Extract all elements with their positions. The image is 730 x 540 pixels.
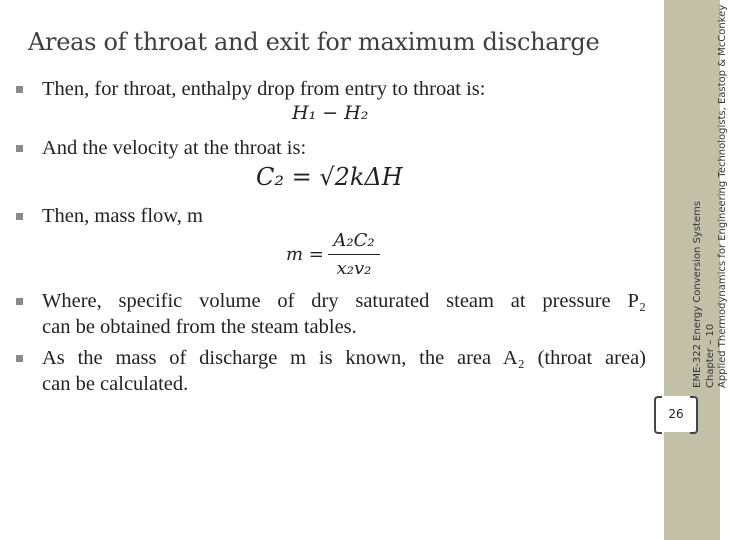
bracket-right-icon <box>690 396 698 434</box>
bullet-text: Then, for throat, enthalpy drop from entry to throat is: <box>42 78 486 100</box>
sidebar <box>664 0 728 540</box>
bullet-text: Then, mass flow, m <box>42 205 203 227</box>
page-number: 26 <box>668 407 684 421</box>
bullet-text-line: can be obtained from the steam tables. <box>42 316 357 338</box>
page-number-badge <box>656 396 696 432</box>
sidebar-chapter: Chapter – 10 <box>704 323 716 388</box>
bullet-marker <box>16 355 23 362</box>
bullet-text: And the velocity at the throat is: <box>42 137 307 159</box>
sidebar-caption <box>692 4 730 388</box>
equation-mass-flow-fraction <box>328 230 380 280</box>
bullet-text <box>42 288 646 340</box>
bullet-text-line: As the mass of discharge m is known, the area A₂ (throat area) <box>42 347 646 369</box>
equation-velocity: C₂ = √2kΔH <box>256 163 403 191</box>
fraction-denominator: x₂v₂ <box>336 258 372 279</box>
bullet-marker <box>16 213 23 220</box>
bullet-marker <box>16 86 23 93</box>
bullet-marker <box>16 298 23 305</box>
equation-enthalpy-drop: H₁ − H₂ <box>292 102 369 124</box>
slide-title: Areas of throat and exit for maximum discharge <box>28 28 600 56</box>
bracket-left-icon <box>654 396 662 434</box>
bullet-text <box>42 345 646 397</box>
bullet-text-line: can be calculated. <box>42 373 189 395</box>
fraction-bar <box>328 254 380 255</box>
fraction-numerator: A₂C₂ <box>333 230 375 251</box>
sidebar-reference: Applied Thermodynamics for Engineering Technologists, Eastop & McConkey <box>717 4 728 388</box>
bullet-marker <box>16 145 23 152</box>
equation-mass-flow-lhs: m = <box>286 244 324 265</box>
bullet-text-line: Where, specific volume of dry saturated steam at pressure P₂ <box>42 290 646 312</box>
sidebar-course: EME-322 Energy Conversion Systems <box>692 200 703 388</box>
